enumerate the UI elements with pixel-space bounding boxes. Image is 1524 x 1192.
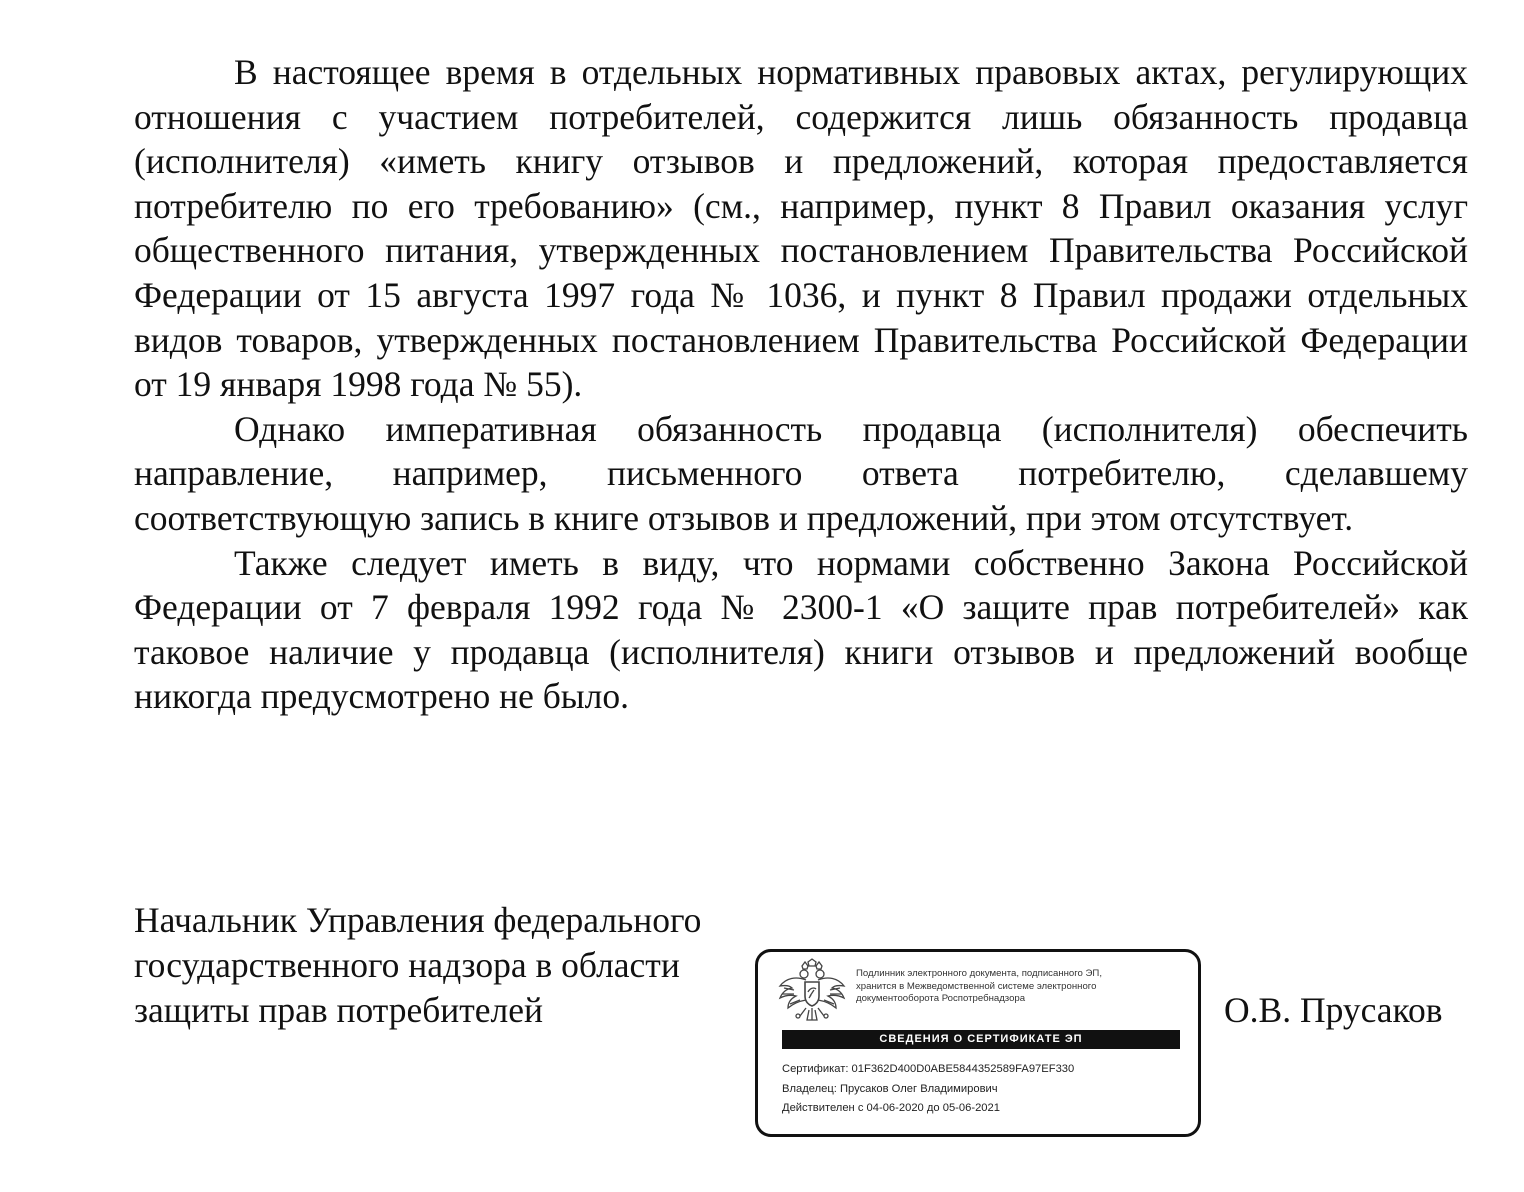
paragraph: Однако императивная обязанность продавца (исполнителя) обеспечить направление, например, письменного ответа потребителю, сделавшему соответствующую запись в книге отзывов и предложений, при этом отсутствует.: [134, 408, 1468, 538]
signatory-name: О.В. Прусаков: [1224, 990, 1443, 1030]
certificate-number: Сертификат: 01F362D400D0ABE5844352589FA97EF330: [782, 1063, 1075, 1075]
paragraph: В настоящее время в отдельных нормативных правовых актах, регулирующих отношения с участием потребителей, содержится лишь обязанность продавца (исполнителя) «иметь книгу отзывов и предложений, которая предоставляется потребителю по его требованию» (см., например, пункт 8 Правил оказания услуг общественного питания, утвержденных постановлением Правительства Российской Федерации от 15 августа 1997 года № 1036, и пункт 8 Правил продажи отдельных видов товаров, утвержденных постановлением Правительства Российской Федерации от 19 января 1998 года № 55).: [134, 52, 1468, 405]
letter-body: [134, 50, 1468, 719]
signatory-position-line: государственного надзора в области: [134, 945, 680, 985]
certificate-validity: Действителен с 04-06-2020 до 05-06-2021: [782, 1102, 1000, 1114]
stamp-note-line: документооборота Роспотребнадзора: [856, 993, 1026, 1004]
double-headed-eagle-emblem-icon: [776, 958, 848, 1030]
paragraph: Также следует иметь в виду, что нормами собственно Закона Российской Федерации от 7 февраля 1992 года № 2300-1 «О защите прав потребителей» как таковое наличие у продавца (исполнителя) книги отзывов и предложений вообще никогда предусмотрено не было.: [134, 542, 1468, 717]
stamp-note: [856, 968, 1186, 1006]
signatory-position-line: Начальник Управления федерального: [134, 900, 702, 940]
signatory-position-line: защиты прав потребителей: [134, 990, 544, 1030]
signatory-position: [134, 898, 774, 1033]
electronic-signature-stamp: [755, 949, 1201, 1137]
stamp-note-line: Подлинник электронного документа, подписанного ЭП,: [856, 968, 1102, 979]
certificate-details: [782, 1060, 1192, 1119]
stamp-header: СВЕДЕНИЯ О СЕРТИФИКАТЕ ЭП: [782, 1030, 1180, 1049]
stamp-note-line: хранится в Межведомственной системе электронного: [856, 980, 1097, 992]
certificate-owner: Владелец: Прусаков Олег Владимирович: [782, 1082, 998, 1095]
